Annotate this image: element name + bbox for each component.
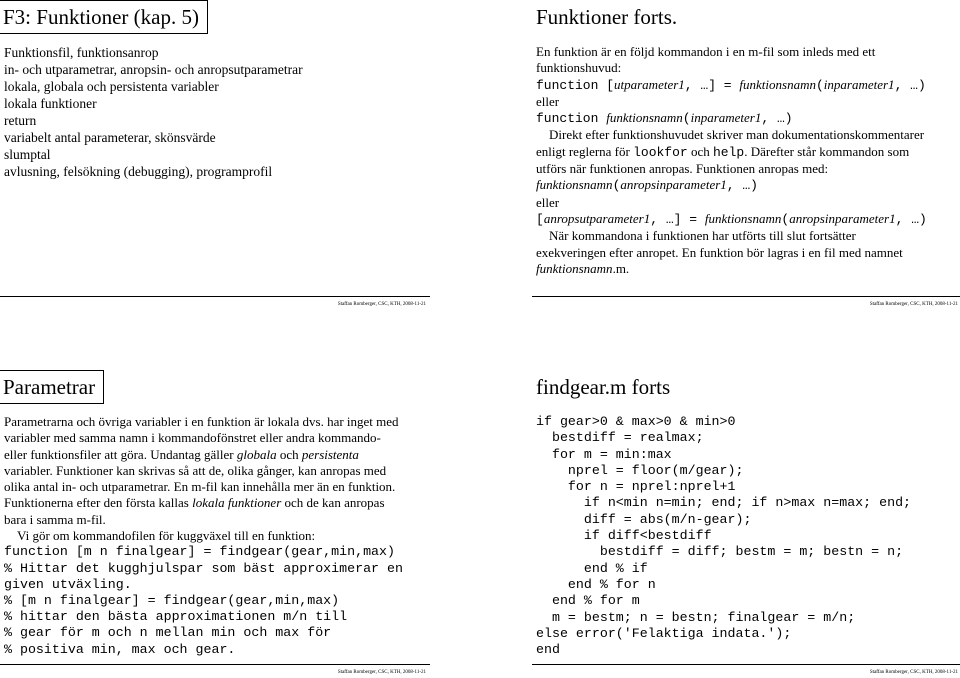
code-inline: lookfor bbox=[633, 144, 688, 160]
emphasis: persistenta bbox=[301, 446, 359, 462]
text-run: enligt reglerna för bbox=[536, 143, 634, 159]
code-line: end % for m bbox=[536, 593, 640, 609]
code-line: if diff<bestdiff bbox=[536, 528, 712, 544]
code-text: [ bbox=[536, 211, 544, 227]
param-placeholder: anropsutparameter1 bbox=[543, 210, 651, 226]
code-text: ( bbox=[612, 178, 621, 194]
slide-findgear-continued bbox=[532, 370, 960, 678]
paragraph-line: Direkt efter funktionshuvudet skriver man dokumentationskommentarer bbox=[549, 127, 925, 143]
code-keyword: function [ bbox=[536, 77, 615, 93]
emphasis: globala bbox=[236, 446, 277, 462]
slide-title: F3: Funktioner (kap. 5) bbox=[0, 0, 208, 34]
code-line: % [m n finalgear] = findgear(gear,min,max) bbox=[4, 592, 340, 608]
list-item: lokala funktioner bbox=[4, 96, 97, 111]
function-call-syntax-alt bbox=[536, 211, 960, 228]
code-line: if n<min n=min; end; if n>max n=max; end; bbox=[536, 495, 912, 511]
list-item: Funktionsfil, funktionsanrop bbox=[4, 45, 159, 60]
text-run: och bbox=[687, 143, 713, 159]
code-line: for m = min:max bbox=[536, 446, 672, 462]
paragraph-line: bara i samma m-fil. bbox=[4, 511, 106, 527]
param-placeholder: anropsinparameter1 bbox=[789, 210, 896, 226]
slide-footer: Staffan Romberger, CSC, KTH, 2008-11-21 bbox=[337, 670, 426, 675]
code-inline: help bbox=[712, 144, 745, 160]
text-run: eller funktionsfiler att göra. Undantag gäller bbox=[4, 446, 237, 462]
slide-parameters bbox=[0, 370, 430, 678]
code-text: ( bbox=[682, 111, 691, 127]
paragraph-line: eller bbox=[536, 93, 560, 109]
footer-divider bbox=[0, 664, 430, 665]
code-text: , …) bbox=[894, 77, 926, 93]
list-item: return bbox=[4, 113, 37, 128]
slide-footer: Staffan Romberger, CSC, KTH, 2008-11-21 bbox=[869, 302, 958, 307]
list-item: in- och utparametrar, anropsin- och anropsutparametrar bbox=[4, 62, 303, 77]
paragraph-line bbox=[4, 447, 430, 463]
paragraph-line: exekveringen efter anropet. En funktion bör lagras i en fil med namnet bbox=[536, 244, 903, 260]
code-line: nprel = floor(m/gear); bbox=[536, 462, 744, 478]
code-text: , …) bbox=[726, 178, 758, 194]
slide-functions-continued bbox=[532, 0, 960, 312]
function-name-placeholder: funktionsnamn bbox=[536, 177, 613, 193]
function-call-syntax bbox=[536, 177, 960, 194]
paragraph-line: När kommandona i funktionen har utförts till slut fortsätter bbox=[549, 228, 856, 244]
function-name-placeholder: funktionsnamn bbox=[536, 260, 613, 276]
param-placeholder: anropsinparameter1 bbox=[620, 177, 727, 193]
code-line: % Hittar det kugghjulspar som bäst approximerar en bbox=[4, 560, 403, 576]
topic-list bbox=[4, 44, 430, 180]
slide-title: findgear.m forts bbox=[536, 375, 671, 399]
code-line: function [m n finalgear] = findgear(gear,min,max) bbox=[4, 544, 395, 560]
footer-divider bbox=[532, 296, 960, 297]
list-item: avlusning, felsökning (debugging), programprofil bbox=[4, 164, 273, 179]
code-text: ( bbox=[815, 77, 824, 93]
paragraph-line bbox=[4, 495, 430, 511]
code-block bbox=[536, 414, 911, 658]
list-item: lokala, globala och persistenta variabler bbox=[4, 79, 219, 94]
paragraph-line bbox=[536, 261, 960, 277]
code-line: if gear>0 & max>0 & min>0 bbox=[536, 414, 736, 429]
paragraph-line: Vi gör om kommandofilen för kuggväxel till en funktion: bbox=[17, 528, 316, 544]
code-line: end % for n bbox=[536, 576, 656, 592]
text-run: och bbox=[276, 446, 302, 462]
code-line: m = bestm; n = bestn; finalgear = m/n; bbox=[536, 609, 856, 625]
paragraph-line: eller bbox=[536, 194, 560, 210]
footer-divider bbox=[0, 296, 430, 297]
code-line: % gear för m och n mellan min och max för bbox=[4, 625, 332, 641]
slide-footer: Staffan Romberger, CSC, KTH, 2008-11-21 bbox=[869, 670, 958, 675]
paragraph-line bbox=[536, 144, 960, 161]
list-item: slumptal bbox=[4, 147, 51, 162]
list-item: variabelt antal parameterar, skönsvärde bbox=[4, 130, 216, 145]
code-line: % positiva min, max och gear. bbox=[4, 641, 236, 657]
slide-body bbox=[4, 414, 430, 658]
code-block bbox=[4, 544, 430, 657]
code-text: , …] = bbox=[650, 211, 705, 227]
function-header-syntax-alt bbox=[536, 110, 960, 127]
function-name-placeholder: funktionsnamn bbox=[704, 210, 782, 226]
text-run: .m. bbox=[612, 260, 630, 276]
code-line: end bbox=[536, 642, 560, 658]
code-text: ( bbox=[781, 211, 790, 227]
code-text: , …) bbox=[761, 111, 793, 127]
text-run: och de kan anropas bbox=[281, 495, 385, 511]
paragraph-line: funktionshuvud: bbox=[536, 60, 622, 76]
footer-divider bbox=[532, 664, 960, 665]
function-name-placeholder: funktionsnamn bbox=[739, 76, 816, 92]
code-line: end % if bbox=[536, 560, 648, 576]
code-line: bestdiff = diff; bestm = m; bestn = n; bbox=[536, 544, 904, 560]
slide-footer: Staffan Romberger, CSC, KTH, 2008-11-21 bbox=[337, 302, 426, 307]
paragraph-line: En funktion är en följd kommandon i en m-fil som inleds med ett bbox=[536, 44, 876, 59]
code-keyword: function bbox=[536, 111, 607, 127]
code-line: % hittar den bästa approximationen m/n till bbox=[4, 609, 348, 625]
paragraph-line: olika antal in- och utparametrar. En m-fil kan innehålla mer än en funktion. bbox=[4, 479, 396, 495]
code-line: for n = nprel:nprel+1 bbox=[536, 479, 736, 495]
text-run: Funktionerna efter den första kallas bbox=[4, 495, 193, 511]
code-line: else error('Felaktiga indata.'); bbox=[536, 625, 792, 641]
code-line: given utväxling. bbox=[4, 576, 132, 592]
slide-title: Funktioner forts. bbox=[536, 5, 678, 29]
param-placeholder: utparameter1 bbox=[614, 76, 685, 92]
slide-body bbox=[536, 44, 960, 277]
function-name-placeholder: funktionsnamn bbox=[606, 110, 683, 126]
function-header-syntax bbox=[536, 77, 960, 94]
param-placeholder: inparameter1 bbox=[690, 110, 762, 126]
code-line: bestdiff = realmax; bbox=[536, 430, 704, 446]
code-text: , …) bbox=[895, 211, 927, 227]
text-run: . Därefter står kommandon som bbox=[744, 143, 910, 159]
emphasis: lokala funktioner bbox=[192, 495, 282, 511]
code-text: , …] = bbox=[684, 77, 740, 93]
paragraph-line: utförs när funktionen anropas. Funktionen anropas med: bbox=[536, 161, 829, 177]
slide-title: Parametrar bbox=[0, 370, 104, 404]
slide-functions-overview bbox=[0, 0, 430, 312]
param-placeholder: inparameter1 bbox=[823, 76, 895, 92]
code-line: diff = abs(m/n-gear); bbox=[536, 511, 752, 527]
paragraph-line: variabler med samma namn i kommandofönstret eller andra kommando- bbox=[4, 430, 381, 446]
paragraph-line: Parametrarna och övriga variabler i en funktion är lokala dvs. har inget med bbox=[4, 414, 399, 429]
paragraph-line: variabler. Funktioner kan skrivas så att de, olika gånger, kan anropas med bbox=[4, 462, 387, 478]
